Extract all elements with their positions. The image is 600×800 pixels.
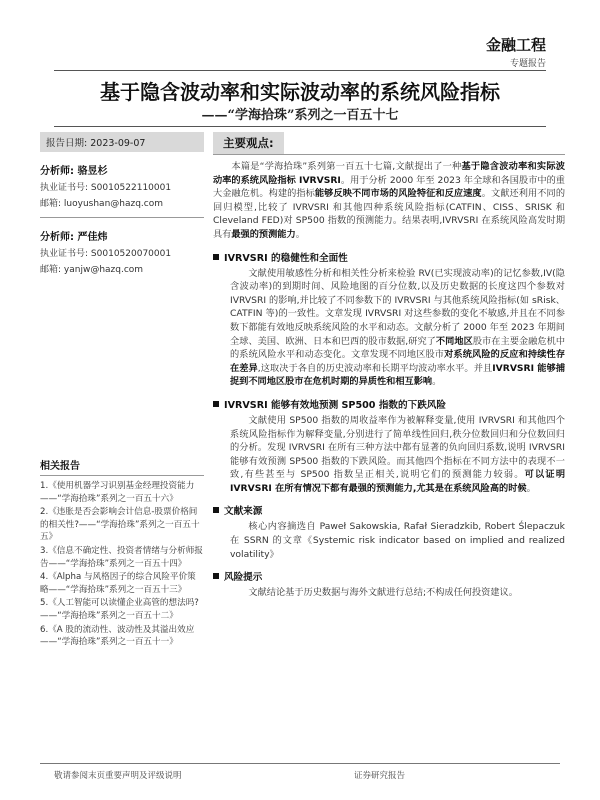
analyst-email-line bbox=[40, 262, 204, 275]
footer-divider bbox=[40, 763, 560, 764]
page-subtitle: ——“学海拾珠”系列之一百五十七 bbox=[201, 108, 399, 123]
analyst-cert-line bbox=[40, 246, 204, 259]
report-date bbox=[40, 132, 204, 152]
header-divider bbox=[54, 70, 546, 71]
email-label: 邮箱: bbox=[40, 265, 62, 275]
analyst-email-line bbox=[40, 196, 204, 209]
cert-number: S0010522110001 bbox=[90, 183, 172, 193]
cert-label: 执业证书号: bbox=[40, 183, 89, 193]
analyst-divider bbox=[40, 217, 204, 218]
section-risk bbox=[213, 569, 565, 600]
section-title: 文献来源 bbox=[213, 503, 565, 517]
section-prediction bbox=[213, 397, 565, 496]
title-divider bbox=[54, 126, 546, 127]
related-reports-title: 相关报告 bbox=[40, 457, 204, 476]
section-source bbox=[213, 503, 565, 561]
key-points-divider bbox=[213, 154, 565, 155]
related-report-link[interactable]: 3.《信息不确定性、投资者情绪与分析师报告——“学海拾珠”系列之一百五十四》 bbox=[40, 545, 203, 569]
analyst-name: 严佳炜 bbox=[77, 232, 108, 243]
analyst-email-link[interactable]: luoyushan@hazq.com bbox=[63, 199, 164, 209]
footer-report-label: 证券研究报告 bbox=[354, 771, 406, 781]
analyst-name-line bbox=[40, 162, 204, 177]
square-bullet-icon bbox=[213, 573, 219, 579]
page-title: 基于隐含波动率和实际波动率的系统风险指标 bbox=[100, 80, 500, 104]
section-paragraph: 文献使用敏感性分析和相关性分析来检验 RV(已实现波动率)的记忆参数,IV(隐含波动率)的到期时间、风险地图的百分位数,以及历史数据的长度这四个参数对 IVRVSRI 的影响,并比较了不同参数下的 IVRVSRI 与其他系统风险指标(如 sRisk、CATFIN 等)的一致性。文章发现 IVRVSRI 对这些参数的变化不敏感,并且在不同参数下都能有效地反映系统风险的水平和动态。文献分析了 2000 年至 2023 年期间全球、美国、欧洲、日本和巴西的股市数据,研究了不同地区股市在主要金融危机中的系统风险水平和动态变化。文章发现不同地区股市对系统风险的反应和持续性存在差异,这取决于各自的历史波动率和长期平均波动率水平。并且IVRVSRI 能够捕捉到不同地区股市在危机时期的异质性和相互影响。 bbox=[230, 267, 566, 388]
email-label: 邮箱: bbox=[40, 199, 62, 209]
analyst-role: 分析师: bbox=[40, 232, 74, 243]
footer-disclaimer: 敬请参阅末页重要声明及评级说明 bbox=[54, 771, 182, 781]
analyst-block bbox=[40, 228, 204, 275]
key-points-heading: 主要观点: bbox=[213, 132, 284, 154]
report-type-label: 专题报告 bbox=[509, 59, 546, 69]
analyst-name-line bbox=[40, 228, 204, 243]
section-title: 风险提示 bbox=[213, 569, 565, 583]
brand-label: 金融工程 bbox=[485, 36, 546, 54]
analyst-block bbox=[40, 162, 204, 209]
square-bullet-icon bbox=[213, 507, 219, 513]
report-date-label: 报告日期: bbox=[46, 138, 88, 149]
related-report-link[interactable]: 5.《人工智能可以读懂企业高管的想法吗?——“学海拾珠”系列之一百五十二》 bbox=[40, 598, 199, 621]
main-content bbox=[213, 132, 565, 600]
related-report-link[interactable]: 4.《Alpha 与风格因子的综合风险平价策略——“学海拾珠”系列之一百五十三》 bbox=[40, 572, 196, 595]
section-paragraph: 文献使用 SP500 指数的周收益率作为被解释变量,使用 IVRVSRI 和其他四个系统风险指标作为解释变量,分别进行了简单线性回归,秩分位数回归和分位数回归的分析。发现 IVRVSRI 在所有三种方法中都有显著的负向回归系数,说明 IVRVSRI 能够有效预测 SP500 指数的下跌风险。而其他四个指标在不同方法中的表现不一致,有些甚至与 SP500 指数呈正相关,说明它们的预测能力较弱。可以证明 IVRVSRI 在所有情况下都有最强的预测能力,尤其是在系统风险高的时候。 bbox=[230, 414, 566, 494]
analyst-name: 骆昱杉 bbox=[77, 166, 108, 177]
square-bullet-icon bbox=[213, 401, 219, 407]
analyst-role: 分析师: bbox=[40, 166, 74, 177]
report-date-value: 2023-09-07 bbox=[90, 138, 146, 149]
section-title: IVRVSRI 的稳健性和全面性 bbox=[213, 250, 565, 264]
cert-label: 执业证书号: bbox=[40, 249, 89, 259]
related-report-link[interactable]: 6.《A 股的流动性、波动性及其溢出效应——“学海拾珠”系列之一百五十一》 bbox=[40, 624, 195, 648]
section-paragraph: 核心内容摘选自 Paweł Sakowskia, Rafał Sieradzkib, Robert Ślepaczuk 在 SSRN 的文章《Systemic risk indicator based on implied and realized volatility》 bbox=[230, 521, 565, 560]
related-report-link[interactable]: 1.《使用机器学习识别基金经理投资能力——“学海拾珠”系列之一百五十六》 bbox=[40, 481, 195, 504]
section-paragraph: 文献结论基于历史数据与海外文献进行总结;不构成任何投资建议。 bbox=[248, 587, 518, 599]
related-reports-list bbox=[40, 480, 204, 649]
section-robustness bbox=[213, 250, 565, 389]
analyst-cert-line bbox=[40, 180, 204, 193]
sidebar bbox=[40, 132, 204, 650]
analyst-email-link[interactable]: yanjw@hazq.com bbox=[63, 265, 144, 275]
section-title: IVRVSRI 能够有效地预测 SP500 指数的下跌风险 bbox=[213, 397, 565, 411]
related-report-link[interactable]: 2.《违胀是否会影响会计信息-股票价格间的相关性?——“学海拾珠”系列之一百五十五》 bbox=[40, 507, 200, 543]
square-bullet-icon bbox=[213, 254, 219, 260]
intro-paragraph: 本篇是“学海拾珠”系列第一百五十七篇,文献提出了一种基于隐含波动率和实际波动率的系统风险指标 IVRVSRI。用于分析 2000 年至 2023 年全球和各国股市中的重大金融危机。构建的指标能够反映不同市场的风险特征和反应速度。文献还利用不同的回归模型,比较了 IVRVSRI 和其他四种系统风险指标(CATFIN、CISS、SRISK 和 Cleveland FED)对 SP500 指数的预测能力。结果表明,IVRVSRI 在系统风险高发时期具有最强的预测能力。 bbox=[213, 161, 566, 240]
cert-number: S0010520070001 bbox=[90, 249, 172, 259]
